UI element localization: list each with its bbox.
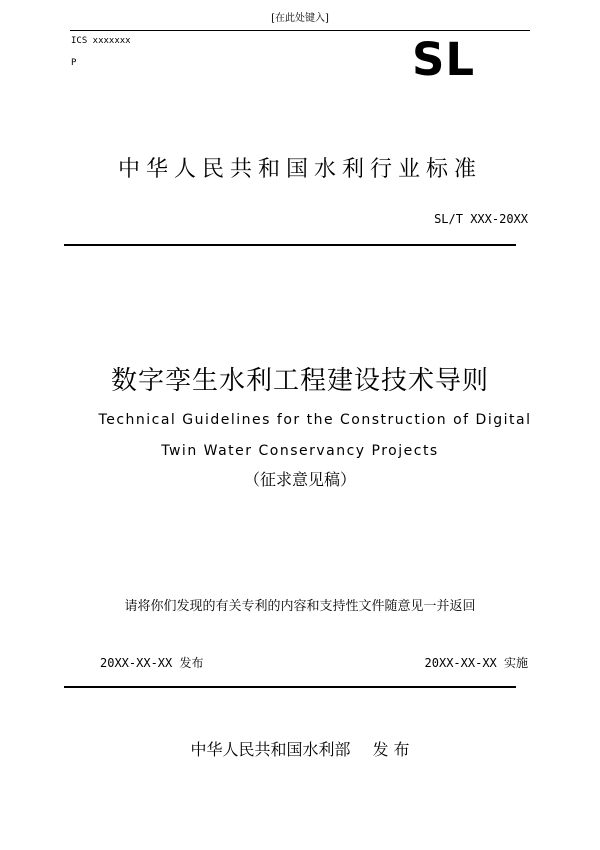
implement-date: 20XX-XX-XX 实施 bbox=[424, 656, 528, 670]
standard-number: SL/T XXX-20XX bbox=[434, 212, 528, 226]
draft-status: （征求意见稿） bbox=[243, 470, 356, 489]
standard-title: 中华人民共和国水利行业标准 bbox=[117, 157, 482, 182]
document-title-cn: 数字孪生水利工程建设技术导则 bbox=[110, 366, 489, 396]
sl-logo: SL bbox=[412, 33, 476, 86]
patent-notice: 请将你们发现的有关专利的内容和支持性文件随意见一并返回 bbox=[124, 599, 476, 614]
ics-code: ICS xxxxxxx bbox=[71, 36, 131, 46]
category-code: P bbox=[71, 58, 77, 68]
footer-rule bbox=[64, 686, 516, 688]
document-title-en-line1: Technical Guidelines for the Construction of Digital bbox=[98, 412, 532, 428]
header-rule bbox=[70, 30, 530, 31]
header-placeholder[interactable]: [在此处键入] bbox=[271, 13, 329, 24]
document-title-en-line2: Twin Water Conservancy Projects bbox=[161, 443, 439, 459]
issuer-action: 发 布 bbox=[372, 740, 410, 759]
issuer-name: 中华人民共和国水利部 bbox=[190, 740, 351, 759]
title-rule bbox=[64, 244, 516, 246]
publish-date: 20XX-XX-XX 发布 bbox=[100, 656, 204, 670]
issuer bbox=[0, 737, 600, 760]
